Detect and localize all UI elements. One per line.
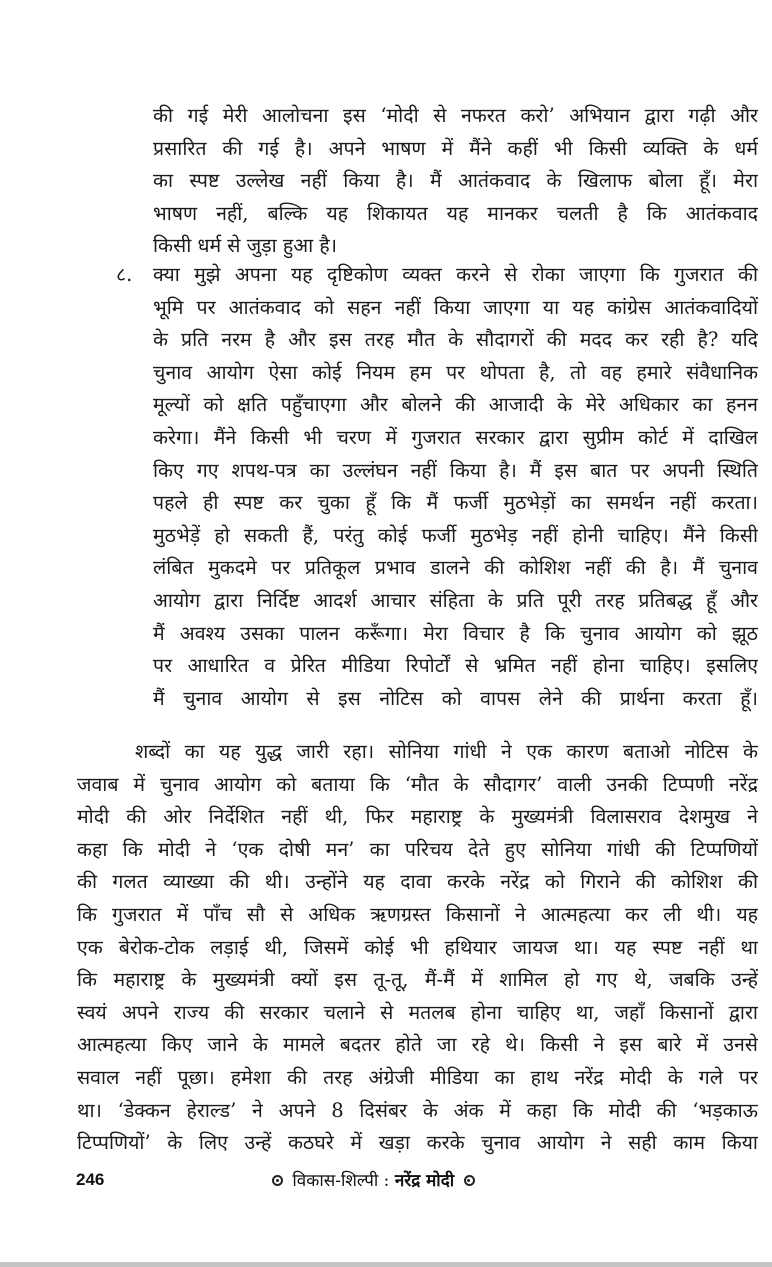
text-line: चुनाव आयोग ऐसा कोई नियम हम पर थोपता है, तो वह हमारे संवैधानिक: [153, 360, 758, 384]
text-line: मुठभेड़ें हो सकती हैं, परंतु कोई फर्जी मुठभेड़ नहीं होनी चाहिए। मैंने किसी: [153, 523, 758, 547]
body-paragraph: [77, 736, 758, 1160]
item-body: [153, 259, 758, 715]
text-line: कहा कि मोदी ने ‘एक दोषी मन’ का परिचय देते हुए सोनिया गांधी की टिप्पणियों: [77, 837, 758, 861]
text-line: भूमि पर आतंकवाद को सहन नहीं किया जाएगा या यह कांग्रेस आतंकवादियों: [153, 295, 758, 319]
text-line: मूल्यों को क्षति पहुँचाएगा और बोलने की आजादी के मेरे अधिकार का हनन: [153, 393, 758, 417]
page-number: 246: [76, 1170, 105, 1189]
text-line: भाषण नहीं, बल्कि यह शिकायत यह मानकर चलती है कि आतंकवाद: [153, 201, 758, 225]
text-line: आयोग द्वारा निर्दिष्ट आदर्श आचार संहिता के प्रति पूरी तरह प्रतिबद्ध हूँ और: [153, 588, 758, 612]
text-line: मोदी की ओर निर्देशित नहीं थी, फिर महाराष्ट्र के मुख्यमंत्री विलासराव देशमुख ने: [77, 805, 758, 829]
text-line: स्वयं अपने राज्य की सरकार चलाने से मतलब होना चाहिए था, जहाँ किसानों द्वारा: [77, 1000, 758, 1024]
flower-ornament-icon: [272, 1175, 283, 1186]
quote-continuation: [153, 100, 758, 263]
text-line: आत्महत्या किए जाने के मामले बदतर होते जा रहे थे। किसी ने इस बारे में उनसे: [77, 1033, 758, 1057]
text-line: टिप्पणियों’ के लिए उन्हें कठघरे में खड़ा करके चुनाव आयोग ने सही काम किया: [77, 1131, 758, 1155]
item-number: ८.: [116, 263, 133, 286]
book-title-prefix: विकास-शिल्पी :: [292, 1171, 390, 1191]
text-line: लंबित मुकदमे पर प्रतिकूल प्रभाव डालने की कोशिश नहीं की है। मैं चुनाव: [153, 556, 758, 580]
text-line: का स्पष्ट उल्लेख नहीं किया है। मैं आतंकवाद के खिलाफ बोला हूँ। मेरा: [153, 169, 758, 193]
text-line: था। ‘डेक्कन हेराल्ड’ ने अपने 8 दिसंबर के अंक में कहा कि मोदी की ‘भड़काऊ: [77, 1098, 758, 1122]
text-line: के प्रति नरम है और इस तरह मौत के सौदागरों की मदद कर रही है? यदि: [153, 328, 758, 352]
text-line: किसी धर्म से जुड़ा हुआ है।: [153, 234, 338, 258]
text-line: पहले ही स्पष्ट कर चुका हूँ कि मैं फर्जी मुठभेड़ों का समर्थन नहीं करता।: [153, 491, 758, 515]
text-line: किए गए शपथ-पत्र का उल्लंघन नहीं किया है। मैं इस बात पर अपनी स्थिति: [153, 458, 758, 482]
text-line: एक बेरोक-टोक लड़ाई थी, जिसमें कोई भी हथियार जायज था। यह स्पष्ट नहीं था: [77, 935, 758, 959]
text-line: पर आधारित व प्रेरित मीडिया रिपोर्टों से भ्रमित नहीं होना चाहिए। इसलिए: [153, 654, 758, 678]
text-line: की गई मेरी आलोचना इस ‘मोदी से नफरत करो’ अभियान द्वारा गढ़ी और: [153, 104, 758, 127]
text-line: की गलत व्याख्या की थी। उन्होंने यह दावा करके नरेंद्र को गिराने की कोशिश की: [77, 870, 758, 894]
text-line: प्रसारित की गई है। अपने भाषण में मैंने कहीं भी किसी व्यक्ति के धर्म: [153, 136, 758, 160]
text-line: कि गुजरात में पाँच सौ से अधिक ऋणग्रस्त किसानों ने आत्महत्या कर ली थी। यह: [77, 902, 758, 926]
text-line: मैं चुनाव आयोग से इस नोटिस को वापस लेने की प्रार्थना करता हूँ।: [153, 686, 758, 710]
text-line: सवाल नहीं पूछा। हमेशा की तरह अंग्रेजी मीडिया का हाथ नरेंद्र मोदी के गले पर: [77, 1065, 758, 1089]
text-line: कि महाराष्ट्र के मुख्यमंत्री क्यों इस तू-तू, मैं-मैं में शामिल हो गए थे, जबकि उन्हें: [77, 968, 758, 992]
text-line: जवाब में चुनाव आयोग को बताया कि ‘मौत के सौदागर’ वाली उनकी टिप्पणी नरेंद्र: [77, 772, 758, 796]
text-line: शब्दों का यह युद्ध जारी रहा। सोनिया गांधी ने एक कारण बताओ नोटिस के: [135, 740, 758, 763]
running-footer: [268, 1168, 479, 1191]
scan-edge-bar: [0, 1262, 772, 1267]
text-line: मैं अवश्य उसका पालन करूँगा। मेरा विचार है कि चुनाव आयोग को झूठ: [153, 621, 758, 645]
book-title-name: नरेंद्र मोदी: [394, 1171, 455, 1191]
text-line: क्या मुझे अपना यह दृष्टिकोण व्यक्त करने से रोका जाएगा कि गुजरात की: [153, 263, 758, 286]
flower-ornament-icon: [464, 1175, 475, 1186]
text-line: करेगा। मैंने किसी भी चरण में गुजरात सरकार द्वारा सुप्रीम कोर्ट में दाखिल: [153, 425, 758, 449]
